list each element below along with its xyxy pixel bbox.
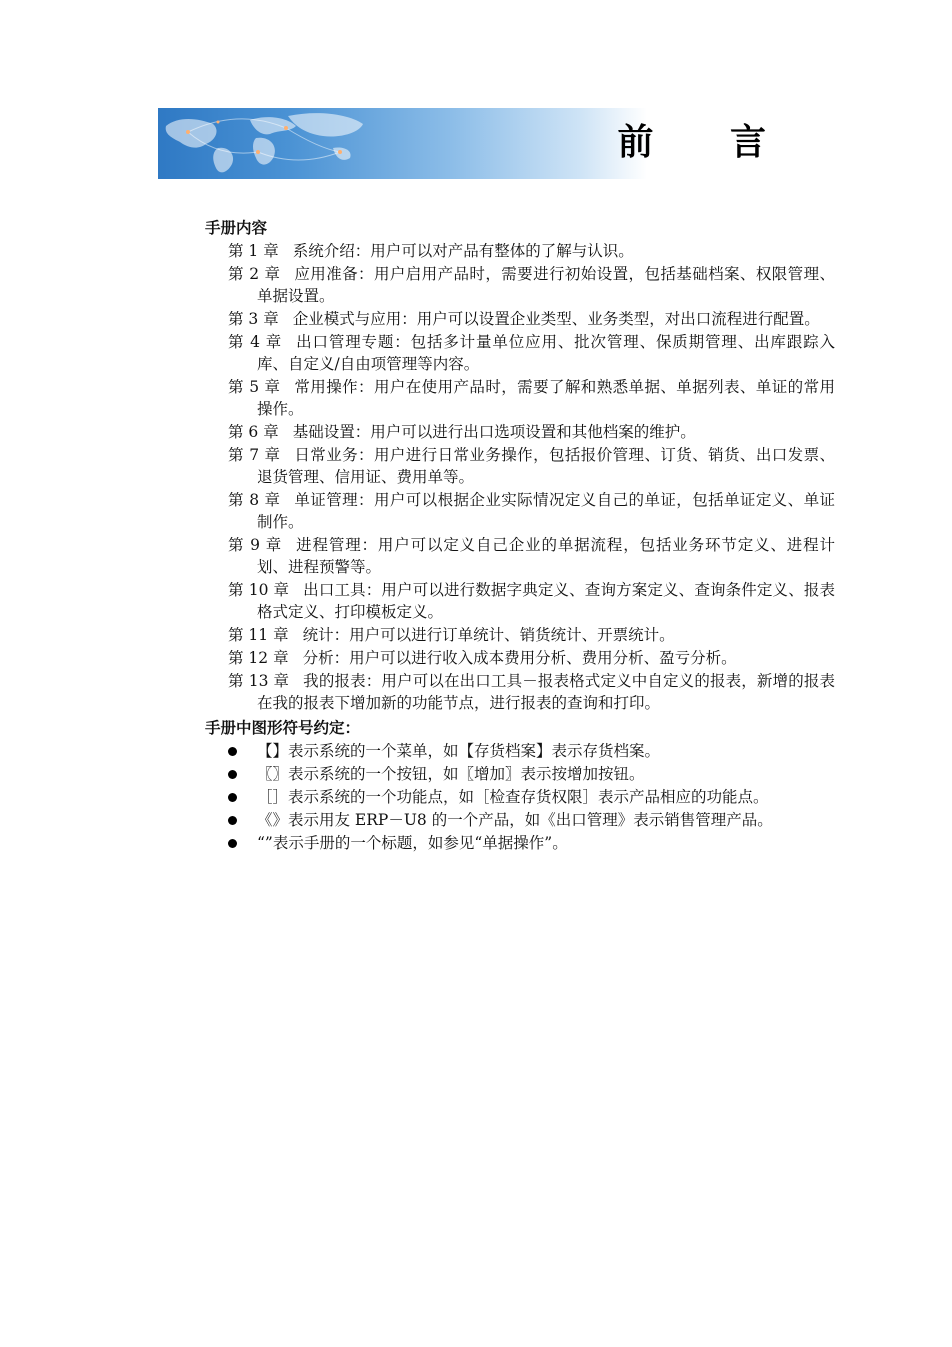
chapter-description: 基础设置：用户可以进行出口选项设置和其他档案的维护。 <box>292 423 696 441</box>
chapter-item <box>228 421 835 443</box>
chapter-number: 第 12 章 <box>228 649 289 667</box>
chapter-item <box>228 376 835 420</box>
chapter-number: 第 8 章 <box>228 491 281 509</box>
chapter-number: 第 6 章 <box>228 423 279 441</box>
symbol-item <box>228 786 835 809</box>
symbol-description: 〖〗表示系统的一个按钮，如〖增加〗表示按增加按钮。 <box>257 765 645 783</box>
chapter-description: 我的报表：用户可以在出口工具－报表格式定义中自定义的报表，新增的报表在我的报表下增加新的功能节点，进行报表的查询和打印。 <box>257 672 835 712</box>
bullet-icon <box>228 793 237 802</box>
chapter-description: 常用操作：用户在使用产品时，需要了解和熟悉单据、单据列表、单证的常用操作。 <box>257 378 835 418</box>
chapter-item <box>228 444 835 488</box>
chapter-item <box>228 308 835 330</box>
symbol-item <box>228 740 835 763</box>
chapter-number: 第 10 章 <box>228 581 290 599</box>
header-banner <box>158 108 810 179</box>
chapter-number: 第 13 章 <box>228 672 290 690</box>
world-map-graphic <box>158 108 638 179</box>
bullet-icon <box>228 770 237 779</box>
symbol-item <box>228 763 835 786</box>
chapter-description: 出口管理专题：包括多计量单位应用、批次管理、保质期管理、出库跟踪入库、自定义/自由项管理等内容。 <box>257 333 835 373</box>
chapter-item <box>228 489 835 533</box>
chapter-description: 单证管理：用户可以根据企业实际情况定义自己的单证，包括单证定义、单证制作。 <box>257 491 835 531</box>
chapter-item <box>228 647 835 669</box>
chapter-item <box>228 579 835 623</box>
bullet-icon <box>228 839 237 848</box>
chapter-description: 日常业务：用户进行日常业务操作，包括报价管理、订货、销货、出口发票、退货管理、信用证、费用单等。 <box>257 446 835 486</box>
symbol-description: 《》表示用友 ERP－U8 的一个产品，如《出口管理》表示销售管理产品。 <box>257 811 773 829</box>
chapter-number: 第 4 章 <box>228 333 283 351</box>
symbol-item <box>228 832 835 855</box>
document-body <box>205 216 835 855</box>
chapter-number: 第 7 章 <box>228 446 281 464</box>
symbol-conventions-heading: 手册中图形符号约定： <box>205 718 361 737</box>
chapter-list <box>205 240 835 714</box>
chapter-item <box>228 670 835 714</box>
symbol-item <box>228 809 835 832</box>
chapter-description: 统计：用户可以进行订单统计、销货统计、开票统计。 <box>302 626 675 644</box>
symbol-list <box>205 740 835 855</box>
chapter-item <box>228 240 835 262</box>
chapter-number: 第 5 章 <box>228 378 281 396</box>
symbol-description: 【】表示系统的一个菜单，如【存货档案】表示存货档案。 <box>257 742 661 760</box>
chapter-description: 应用准备：用户启用产品时，需要进行初始设置，包括基础档案、权限管理、单据设置。 <box>257 265 835 305</box>
chapter-description: 出口工具：用户可以进行数据字典定义、查询方案定义、查询条件定义、报表格式定义、打印模板定义。 <box>257 581 835 621</box>
chapter-number: 第 11 章 <box>228 626 289 644</box>
chapter-description: 系统介绍：用户可以对产品有整体的了解与认识。 <box>292 242 634 260</box>
chapter-description: 进程管理：用户可以定义自己企业的单据流程，包括业务环节定义、进程计划、进程预警等。 <box>257 536 835 576</box>
chapter-item <box>228 534 835 578</box>
chapter-description: 企业模式与应用：用户可以设置企业类型、业务类型，对出口流程进行配置。 <box>292 310 820 328</box>
bullet-icon <box>228 816 237 825</box>
chapter-item <box>228 624 835 646</box>
chapter-description: 分析：用户可以进行收入成本费用分析、费用分析、盈亏分析。 <box>302 649 737 667</box>
symbol-description: “”表示手册的一个标题，如参见“单据操作”。 <box>257 834 568 852</box>
chapter-number: 第 1 章 <box>228 242 279 260</box>
bullet-icon <box>228 747 237 756</box>
chapter-number: 第 3 章 <box>228 310 279 328</box>
chapter-item <box>228 331 835 375</box>
manual-contents-heading: 手册内容 <box>205 218 268 237</box>
symbol-description: ［］表示系统的一个功能点，如［检查存货权限］表示产品相应的功能点。 <box>257 788 769 806</box>
chapter-number: 第 9 章 <box>228 536 283 554</box>
chapter-number: 第 2 章 <box>228 265 281 283</box>
page-title: 前 言 <box>617 121 798 163</box>
chapter-item <box>228 263 835 307</box>
